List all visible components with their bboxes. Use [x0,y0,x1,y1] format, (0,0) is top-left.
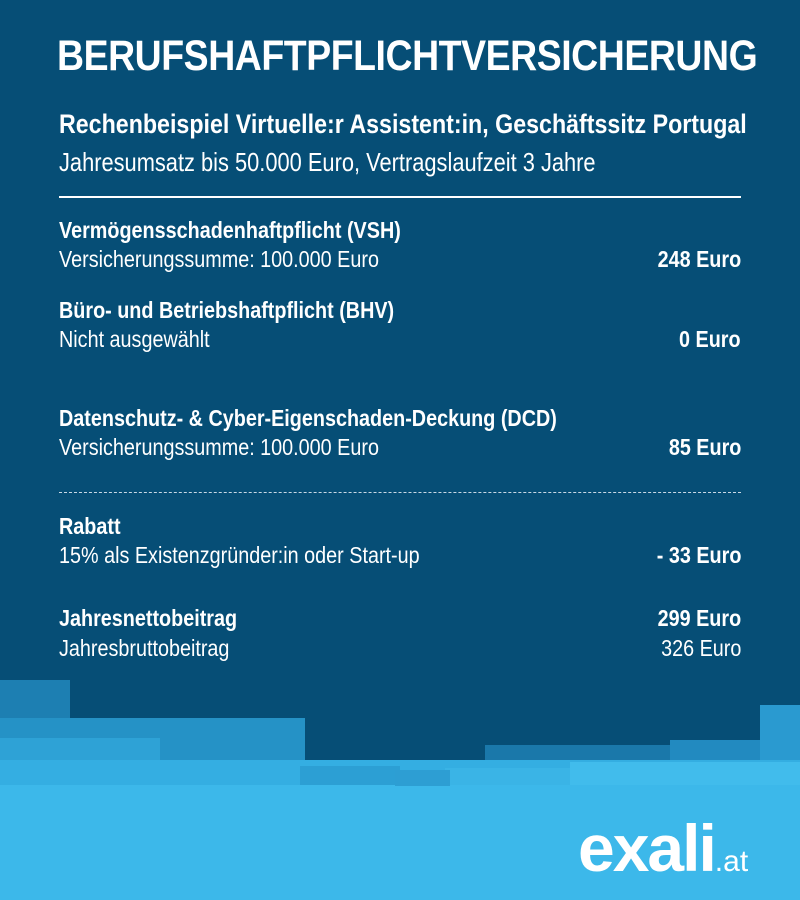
subtitle: Rechenbeispiel Virtuelle:r Assistent:in, Geschäftssitz Portugal [59,109,747,139]
line-item-price: 0 Euro [679,326,741,352]
line-item-name: Vermögensschadenhaftpflicht (VSH) [59,217,401,243]
logo-wordmark: exali [578,811,715,885]
net-premium-label: Jahresnettobeitrag [59,605,238,631]
net-premium-value: 299 Euro [657,605,741,631]
line-item-name: Datenschutz- & Cyber-Eigenschaden-Deckung (DCD) [59,405,557,431]
line-item-detail: Versicherungssumme: 100.000 Euro [59,246,379,272]
exali-logo [578,808,748,900]
line-item-detail: Versicherungssumme: 100.000 Euro [59,434,379,460]
discount-name: Rabatt [59,513,121,539]
line-item-dcd [59,404,741,462]
header-divider [59,196,741,198]
page-title: BERUFSHAFTPFLICHTVERSICHERUNG [57,32,758,80]
line-item-vsh [59,216,741,274]
gross-premium-value: 326 Euro [660,635,741,661]
logo-tld: .at [714,845,749,878]
gross-premium-label: Jahresbruttobeitrag [59,635,230,661]
totals [59,603,741,663]
footer-block [395,770,450,786]
line-item-detail: Nicht ausgewählt [59,326,210,352]
discount-price: - 33 Euro [656,542,741,568]
totals-divider [59,492,741,493]
discount-item [59,512,741,570]
line-item-price: 248 Euro [657,246,741,272]
line-item-name: Büro- und Betriebshaftpflicht (BHV) [59,297,395,323]
line-item-price: 85 Euro [668,434,741,460]
discount-detail: 15% als Existenzgründer:in oder Start-up [59,542,420,568]
subtitle-conditions: Jahresumsatz bis 50.000 Euro, Vertragslaufzeit 3 Jahre [59,147,596,177]
line-item-bhv [59,296,741,354]
